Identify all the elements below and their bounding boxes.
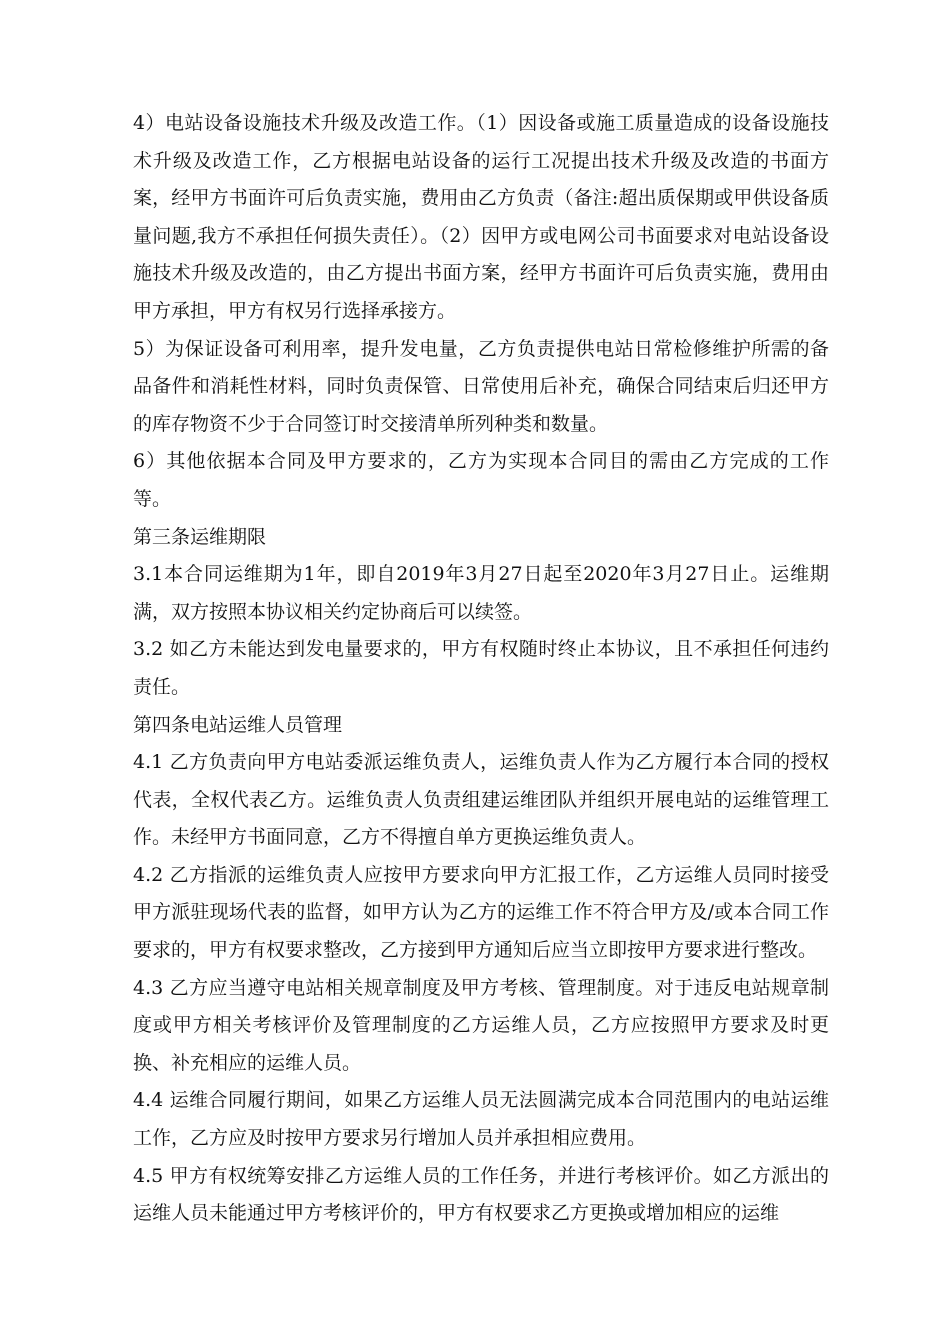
paragraph-item-4-equipment-upgrade: 4）电站设备设施技术升级及改造工作。（1）因设备或施工质量造成的设备设施技术升级及改造工作，乙方根据电站设备的运行工况提出技术升级及改造的书面方案，经甲方书面许可后负责实施，费用由乙方负责（备注:超出质保期或甲供设备质量问题,我方不承担任何损失责任）。（2）因甲方或电网公司书面要求对电站设备设施技术升级及改造的，由乙方提出书面方案，经甲方书面许可后负责实施，费用由甲方承担，甲方有权另行选择承接方。 — [133, 112, 829, 322]
paragraph-item-5-spare-parts: 5）为保证设备可利用率，提升发电量，乙方负责提供电站日常检修维护所需的备品备件和消耗性材料，同时负责保管、日常使用后补充，确保合同结束后归还甲方的库存物资不少于合同签订时交接清单所列种类和数量。 — [133, 337, 829, 435]
clause-3-1: 3.1本合同运维期为1年，即自2019年3月27日起至2020年3月27日止。运维期满，双方按照本协议相关约定协商后可以续签。 — [133, 563, 829, 623]
clause-4-1: 4.1 乙方负责向甲方电站委派运维负责人，运维负责人作为乙方履行本合同的授权代表，全权代表乙方。运维负责人负责组建运维团队并组织开展电站的运维管理工作。未经甲方书面同意，乙方不得擅自单方更换运维负责人。 — [133, 751, 829, 849]
clause-4-2: 4.2 乙方指派的运维负责人应按甲方要求向甲方汇报工作，乙方运维人员同时接受甲方派驻现场代表的监督，如甲方认为乙方的运维工作不符合甲方及/或本合同工作要求的，甲方有权要求整改，乙方接到甲方通知后应当立即按甲方要求进行整改。 — [133, 863, 829, 962]
clause-3-2: 3.2 如乙方未能达到发电量要求的，甲方有权随时终止本协议，且不承担任何违约责任。 — [133, 638, 829, 698]
document-body — [133, 105, 829, 1233]
paragraph-item-6-other-work: 6）其他依据本合同及甲方要求的，乙方为实现本合同目的需由乙方完成的工作等。 — [133, 450, 829, 510]
section-heading-article-4: 第四条电站运维人员管理 — [133, 713, 343, 736]
section-heading-article-3: 第三条运维期限 — [133, 525, 267, 548]
clause-4-5: 4.5 甲方有权统筹安排乙方运维人员的工作任务，并进行考核评价。如乙方派出的运维人员未能通过甲方考核评价的，甲方有权要求乙方更换或增加相应的运维 — [133, 1164, 829, 1225]
clause-4-3: 4.3 乙方应当遵守电站相关规章制度及甲方考核、管理制度。对于违反电站规章制度或甲方相关考核评价及管理制度的乙方运维人员，乙方应按照甲方要求及时更换、补充相应的运维人员。 — [133, 976, 829, 1074]
clause-4-4: 4.4 运维合同履行期间，如果乙方运维人员无法圆满完成本合同范围内的电站运维工作，乙方应及时按甲方要求另行增加人员并承担相应费用。 — [133, 1089, 829, 1150]
